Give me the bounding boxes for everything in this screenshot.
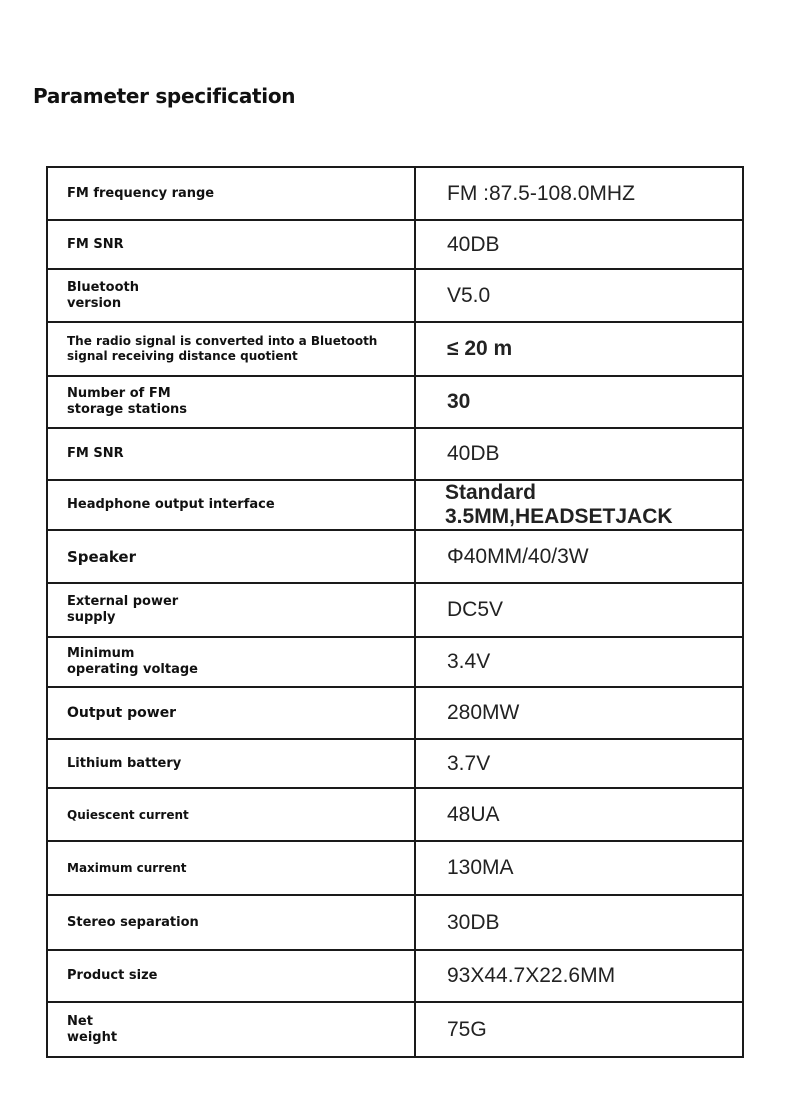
param-value: 40DB — [415, 220, 743, 269]
param-label: Quiescent current — [47, 788, 415, 841]
table-row — [47, 269, 743, 322]
param-value: 93X44.7X22.6MM — [415, 950, 743, 1002]
param-value: 3.4V — [415, 637, 743, 687]
param-label: FM SNR — [47, 428, 415, 480]
param-value: V5.0 — [415, 269, 743, 322]
param-value: 280MW — [415, 687, 743, 739]
table-row — [47, 167, 743, 220]
param-label: Lithium battery — [47, 739, 415, 788]
table-row — [47, 687, 743, 739]
param-value: 30DB — [415, 895, 743, 950]
table-row — [47, 322, 743, 376]
table-row — [47, 1002, 743, 1057]
param-value: 30 — [415, 376, 743, 428]
param-label: Maximum current — [47, 841, 415, 895]
table-row — [47, 583, 743, 637]
param-value: Φ40MM/40/3W — [415, 530, 743, 583]
param-value: 130MA — [415, 841, 743, 895]
param-value: 40DB — [415, 428, 743, 480]
param-value: ≤ 20 m — [415, 322, 743, 376]
spec-table — [46, 166, 744, 1058]
param-label: Stereo separation — [47, 895, 415, 950]
param-label: External power supply — [47, 583, 415, 637]
table-row — [47, 950, 743, 1002]
param-label: FM SNR — [47, 220, 415, 269]
table-row — [47, 841, 743, 895]
table-row — [47, 637, 743, 687]
param-label: Product size — [47, 950, 415, 1002]
page-title: Parameter specification — [33, 84, 296, 108]
table-row — [47, 480, 743, 530]
param-label: Minimum operating voltage — [47, 637, 415, 687]
param-label: Number of FM storage stations — [47, 376, 415, 428]
table-row — [47, 376, 743, 428]
param-label: FM frequency range — [47, 167, 415, 220]
table-row — [47, 220, 743, 269]
param-label: Net weight — [47, 1002, 415, 1057]
param-label: Bluetooth version — [47, 269, 415, 322]
param-value: Standard 3.5MM,HEADSETJACK — [415, 480, 743, 530]
table-row — [47, 788, 743, 841]
param-label: The radio signal is converted into a Bluetooth signal receiving distance quotient — [47, 322, 415, 376]
table-row — [47, 895, 743, 950]
param-label: Speaker — [47, 530, 415, 583]
param-label: Output power — [47, 687, 415, 739]
table-row — [47, 530, 743, 583]
table-row — [47, 428, 743, 480]
param-value: 3.7V — [415, 739, 743, 788]
param-value: FM :87.5-108.0MHZ — [415, 167, 743, 220]
param-label: Headphone output interface — [47, 480, 415, 530]
table-row — [47, 739, 743, 788]
param-value: DC5V — [415, 583, 743, 637]
param-value: 48UA — [415, 788, 743, 841]
param-value: 75G — [415, 1002, 743, 1057]
